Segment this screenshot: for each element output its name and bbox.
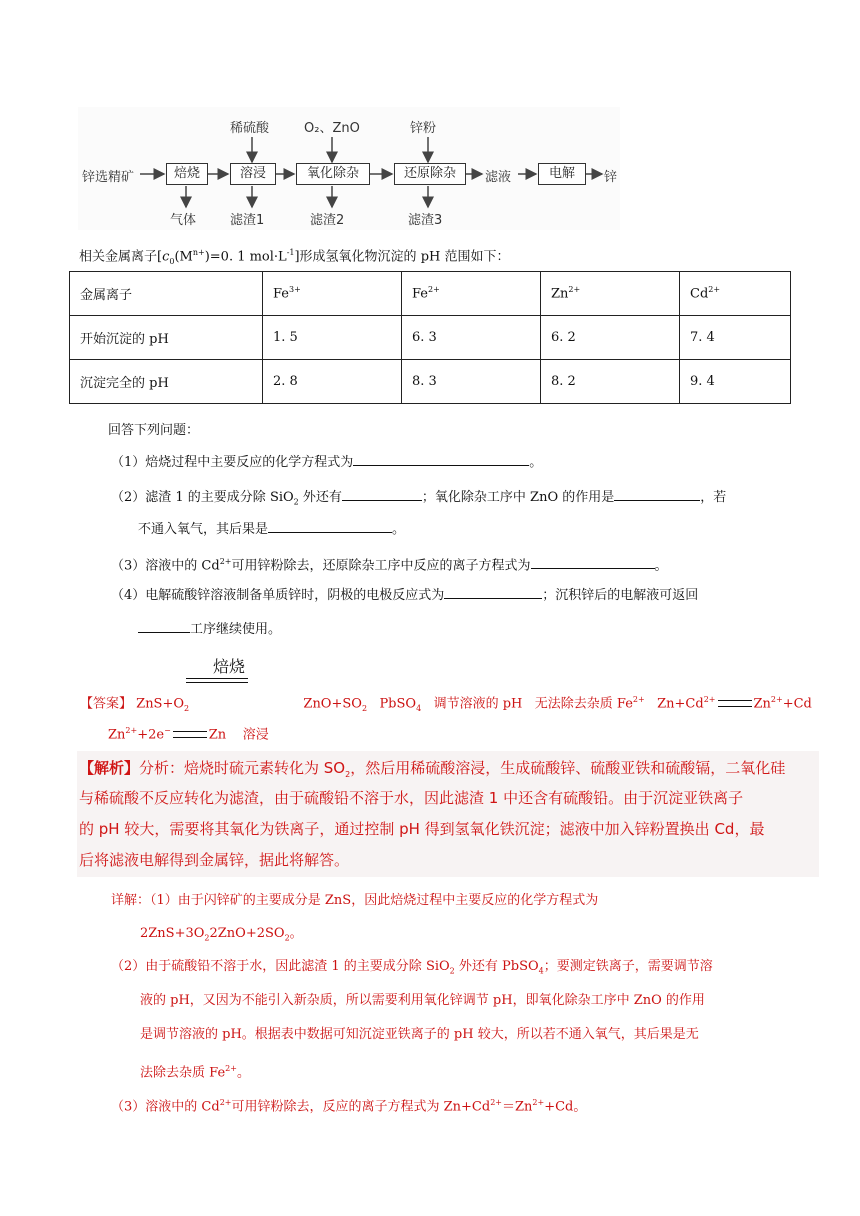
- detail-3: （3）溶液中的 $Cd^{2+}$可用锌粉除去，反应的离子方程式为 $Zn+Cd^{2+}=Zn^{2+}+Cd$。: [111, 1098, 587, 1115]
- flow-step-reduction: 还原除杂: [394, 163, 466, 185]
- question-1: （1）焙烧过程中主要反应的化学方程式为 。: [111, 455, 543, 470]
- analysis-line4: 后将滤液电解得到金属锌，据此将解答。: [79, 851, 350, 869]
- flow-output-residue2: 滤渣2: [310, 213, 345, 228]
- table-header-row: [70, 272, 791, 316]
- detail-2-line2: 液的 pH，又因为不能引入新杂质，所以需要利用氧化锌调节 pH，即氧化除杂工序中 ZnO 的作用: [140, 993, 705, 1008]
- flow-product: 锌: [604, 170, 618, 185]
- flow-start: 锌选精矿: [82, 170, 135, 185]
- table-cell: 9. 4: [680, 360, 791, 404]
- header-cell: $Fe^{3+}$: [263, 272, 402, 316]
- questions-lead: 回答下列问题：: [108, 423, 200, 438]
- flow-output-gas: 气体: [170, 213, 197, 228]
- table-row: [70, 316, 791, 360]
- process-flowchart: [78, 107, 620, 230]
- flow-filtrate: 滤液: [485, 170, 512, 185]
- flow-input-acid: 稀硫酸: [230, 121, 270, 136]
- answer-line1: 【答案】 $ZnS+O_2$ $ZnO+SO_2$ PbSO$_4$ 调节溶液的 pH 无法除去杂质 $Fe^{2+}$ $Zn+Cd^{2+}$ $Zn^{2+}+Cd$: [80, 695, 812, 713]
- detail-1-equation: $2ZnS+3O_22ZnO+2SO_2$。: [140, 926, 303, 943]
- table-cell: 8. 3: [402, 360, 541, 404]
- table-cell: 6. 2: [541, 316, 680, 360]
- equals-bar: [718, 700, 752, 707]
- flow-output-residue3: 滤渣3: [408, 213, 443, 228]
- table-cell: 6. 3: [402, 316, 541, 360]
- equals-bar: [173, 731, 207, 738]
- table-cell: 1. 5: [263, 316, 402, 360]
- table-row: [70, 360, 791, 404]
- question-4-line2: 工序继续使用。: [138, 620, 281, 639]
- detail-2: （2）由于硫酸铅不溶于水，因此滤渣 1 的主要成分除 SiO$_2$ 外还有 PbSO$_4$；要测定铁离子，需要调节溶: [111, 959, 713, 976]
- detail-1: 详解：（1）由于闪锌矿的主要成分是 ZnS，因此焙烧过程中主要反应的化学方程式为: [111, 893, 599, 908]
- row-label: 开始沉淀的 pH: [70, 316, 263, 360]
- question-4: （4）电解硫酸锌溶液制备单质锌时，阴极的电极反应式为 ；沉积锌后的电解液可返回: [111, 588, 699, 603]
- header-cell: $Cd^{2+}$: [680, 272, 791, 316]
- table-cell: 2. 8: [263, 360, 402, 404]
- detail-2-line4: 法除去杂质 $Fe^{2+}$。: [140, 1064, 250, 1081]
- answer-line2: $Zn^{2+}+2e^-$ Zn 溶浸: [108, 726, 269, 743]
- flow-step-leach: 溶浸: [230, 163, 276, 185]
- analysis-line2: 与稀硫酸不反应转化为滤渣，由于硫酸铅不溶于水，因此滤渣 1 中还含有硫酸铅。由于沉淀亚铁离子: [79, 789, 744, 807]
- detail-2-line3: 是调节溶液的 pH。根据表中数据可知沉淀亚铁离子的 pH 较大，所以若不通入氧气，其后果是无: [140, 1027, 699, 1042]
- table-intro: 相关金属离子[$c_0(M^{n+})=0$. 1 $mol\cdot L^{-1}$]形成氢氧化物沉淀的 pH 范围如下：: [79, 248, 510, 266]
- analysis-box: [77, 751, 819, 877]
- analysis-line3: 的 pH 较大，需要将其氧化为铁离子，通过控制 pH 得到氢氧化铁沉淀；滤液中加入锌粉置换出 Cd，最: [79, 820, 765, 838]
- reaction-condition: 焙烧: [213, 657, 246, 676]
- question-2-line2: 不通入氧气，其后果是 。: [138, 522, 406, 537]
- question-3: （3）溶液中的 $Cd^{2+}$可用锌粉除去，还原除杂工序中反应的离子方程式为 。: [111, 557, 668, 574]
- equation-bar: [186, 678, 248, 683]
- flow-step-roast: 焙烧: [166, 163, 208, 185]
- header-cell: $Zn^{2+}$: [541, 272, 680, 316]
- table-cell: 8. 2: [541, 360, 680, 404]
- flow-input-oxygen-zno: O₂、ZnO: [304, 121, 360, 136]
- analysis-line1: 【解析】分析：焙烧时硫元素转化为 $SO_2$，然后用稀硫酸溶浸，生成硫酸锌、硫酸亚铁和硫酸镉，二氧化硅: [79, 759, 786, 779]
- question-2: （2）滤渣 1 的主要成分除 SiO$_2$ 外还有 ；氧化除杂工序中 ZnO 的作用是 ，若: [111, 490, 727, 507]
- flow-step-oxidation: 氧化除杂: [296, 163, 370, 185]
- header-cell: 金属离子: [70, 272, 263, 316]
- ph-table: [69, 271, 791, 404]
- flow-input-zinc-powder: 锌粉: [410, 121, 437, 136]
- header-cell: $Fe^{2+}$: [402, 272, 541, 316]
- flow-output-residue1: 滤渣1: [230, 213, 265, 228]
- flow-step-electrolysis: 电解: [538, 163, 586, 185]
- table-cell: 7. 4: [680, 316, 791, 360]
- row-label: 沉淀完全的 pH: [70, 360, 263, 404]
